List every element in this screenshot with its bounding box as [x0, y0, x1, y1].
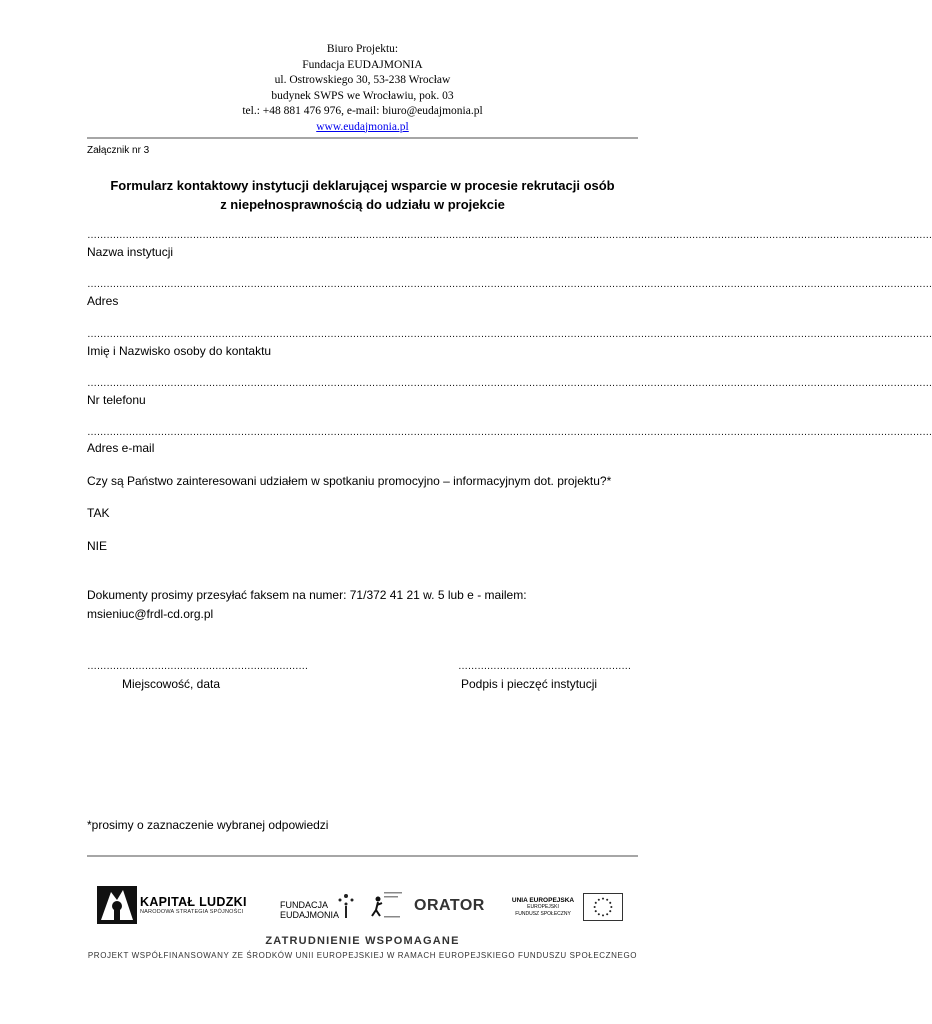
header-divider: [87, 137, 638, 139]
footer-project-title: ZATRUDNIENIE WSPOMAGANE: [265, 935, 460, 947]
field-label-email: Adres e-mail: [87, 441, 155, 455]
field-line-email[interactable]: …………………………………………………………………………………………………………………………………………………………………………………………………………………………………………: [87, 427, 932, 438]
fundacja-logo: [280, 900, 339, 920]
eu-label-line-1: UNIA EUROPEJSKA: [511, 897, 575, 904]
orator-logo: ORATOR: [414, 897, 485, 914]
eu-label-line-2: EUROPEJSKI: [527, 904, 559, 910]
kapital-ludzki-logo-icon: [97, 886, 137, 924]
header-line-2: Fundacja EUDAJMONIA: [302, 58, 423, 71]
eu-label-line-3: FUNDUSZ SPOŁECZNY: [515, 911, 571, 917]
kapital-ludzki-subtitle: NARODOWA STRATEGIA SPÓJNOŚCI: [140, 909, 244, 915]
place-date-line[interactable]: ……………………………………………………………: [87, 661, 308, 672]
footnote: *prosimy o zaznaczenie wybranej odpowiedzi: [87, 818, 329, 832]
header-line-3: ul. Ostrowskiego 30, 53-238 Wrocław: [274, 74, 451, 86]
documents-email: msieniuc@frdl-cd.org.pl: [87, 607, 214, 621]
field-label-institution: Nazwa instytucji: [87, 245, 174, 259]
header-line-1: Biuro Projektu:: [326, 43, 399, 55]
field-label-contact-person: Imię i Nazwisko osoby do kontaktu: [87, 344, 272, 358]
header-line-5: tel.: +48 881 476 976, e-mail: biuro@eudajmonia.pl: [242, 105, 483, 117]
field-line-address[interactable]: …………………………………………………………………………………………………………………………………………………………………………………………………………………………………………: [87, 279, 932, 290]
title-line-2: z niepełnosprawnością do udziału w projekcie: [220, 197, 505, 212]
header-line-4: budynek SWPS we Wrocławiu, pok. 03: [271, 89, 454, 102]
fundacja-line-1: FUNDACJA: [280, 900, 329, 910]
fundacja-line-2: EUDAJMONIA: [280, 910, 340, 920]
footer-divider: [87, 855, 638, 857]
signature-label: Podpis i pieczęć instytucji: [461, 677, 598, 691]
field-label-phone: Nr telefonu: [87, 393, 146, 407]
option-yes[interactable]: TAK: [87, 506, 110, 520]
eu-label: [510, 897, 576, 918]
annex-label: Załącznik nr 3: [87, 145, 150, 156]
kapital-ludzki-title: KAPITAŁ LUDZKI: [140, 895, 247, 909]
fundacja-emblem-icon: [336, 892, 356, 920]
footer-cofinancing-note: PROJEKT WSPÓŁFINANSOWANY ZE ŚRODKÓW UNII EUROPEJSKIEJ W RAMACH EUROPEJSKIEGO FUNDUSZU SPOŁECZNEGO: [87, 951, 638, 960]
documents-instruction: Dokumenty prosimy przesyłać faksem na numer: 71/372 41 21 w. 5 lub e - mailem:: [87, 588, 527, 602]
form-title: [87, 176, 638, 214]
partner-running-figure-icon: [370, 890, 404, 922]
field-label-address: Adres: [87, 294, 119, 308]
signature-line[interactable]: ………………………………………………: [458, 661, 631, 672]
place-date-label: Miejscowość, data: [122, 677, 221, 691]
office-header: [0, 42, 725, 135]
website-link[interactable]: www.eudajmonia.pl: [316, 120, 409, 133]
field-line-phone[interactable]: …………………………………………………………………………………………………………………………………………………………………………………………………………………………………………: [87, 378, 932, 389]
kapital-ludzki-logo: [140, 895, 247, 915]
eu-flag-icon: [583, 893, 623, 921]
field-line-contact-person[interactable]: …………………………………………………………………………………………………………………………………………………………………………………………………………………………………………: [87, 329, 932, 340]
interest-question: Czy są Państwo zainteresowani udziałem w spotkaniu promocyjno – informacyjnym dot. projektu?*: [87, 474, 612, 488]
field-line-institution[interactable]: …………………………………………………………………………………………………………………………………………………………………………………………………………………………………………: [87, 230, 932, 241]
title-line-1: Formularz kontaktowy instytucji deklarującej wsparcie w procesie rekrutacji osób: [110, 178, 615, 193]
option-no[interactable]: NIE: [87, 539, 108, 553]
